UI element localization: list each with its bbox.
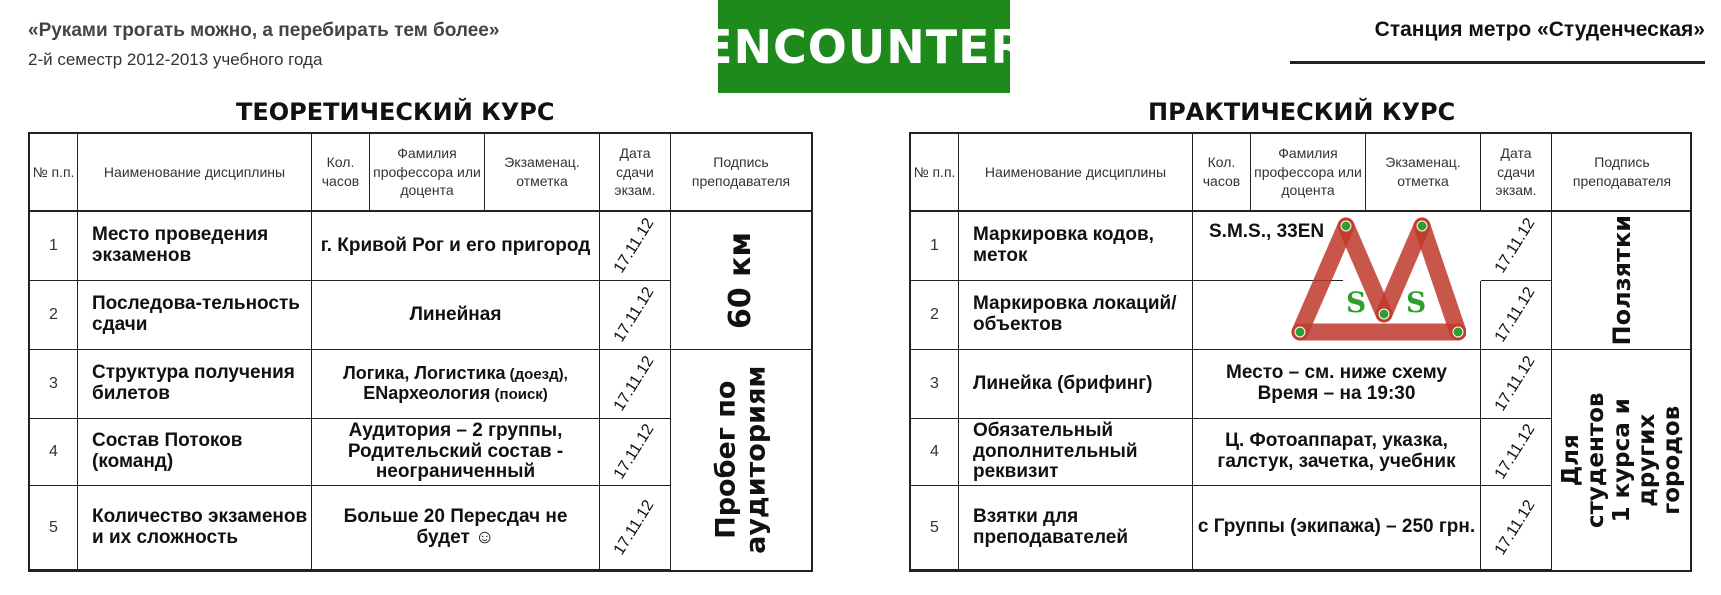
- column-header: Дата сдачи экзам.: [1481, 134, 1552, 212]
- signature-top-text: 60 км: [723, 231, 759, 330]
- exam-date-text: 17.11.12: [611, 353, 658, 415]
- exam-date: [600, 486, 671, 570]
- signature-bottom: [1552, 350, 1692, 570]
- row-number: 4: [911, 419, 959, 486]
- column-header: Наименование дисциплины: [78, 134, 312, 212]
- exam-date: [1481, 350, 1552, 419]
- column-header: Подпись преподавателя: [1552, 134, 1692, 212]
- discipline-value: Ц. Фотоаппарат, указка, галстук, зачетка, учебник: [1193, 419, 1481, 486]
- value-part: Логика, Логистика: [343, 363, 506, 384]
- row-number: 4: [30, 419, 78, 486]
- exam-date-text: 17.11.12: [1492, 284, 1539, 346]
- discipline-name: Состав Потоков (команд): [78, 419, 312, 486]
- discipline-value: с Группы (экипажа) – 250 грн.: [1193, 486, 1481, 570]
- row-number: 3: [911, 350, 959, 419]
- exam-date: [600, 212, 671, 281]
- column-header: Наименование дисциплины: [959, 134, 1193, 212]
- discipline-name: Место проведения экзаменов: [78, 212, 312, 281]
- discipline-value: Место – см. ниже схему Время – на 19:30: [1193, 350, 1481, 419]
- ms-letter: S: [1346, 286, 1367, 319]
- station-title: Станция метро «Студенческая»: [1374, 18, 1705, 41]
- discipline-value: [312, 350, 600, 419]
- row-number: 5: [30, 486, 78, 570]
- discipline-name: Количество экзаменов и их сложность: [78, 486, 312, 570]
- column-header: Экзаменац. отметка: [485, 134, 600, 212]
- exam-date: [600, 281, 671, 350]
- exam-date-text: 17.11.12: [611, 284, 658, 346]
- exam-date: [1481, 212, 1552, 281]
- ms-logo-icon: [1286, 214, 1466, 342]
- signature-top: [671, 212, 811, 350]
- encounter-logo: ENCOUNTER: [718, 0, 1010, 93]
- exam-date: [1481, 419, 1552, 486]
- exam-date-text: 17.11.12: [1492, 353, 1539, 415]
- row-number: 1: [30, 212, 78, 281]
- discipline-value: Больше 20 Пересдач не будет ☺: [312, 486, 600, 570]
- column-header: № п.п.: [911, 134, 959, 212]
- signature-top-text: Ползятки: [1607, 215, 1636, 346]
- exam-date-text: 17.11.12: [611, 496, 658, 558]
- exam-date: [1481, 486, 1552, 570]
- row-number: 3: [30, 350, 78, 419]
- discipline-name: Последова-тельность сдачи: [78, 281, 312, 350]
- discipline-value: г. Кривой Рог и его пригород: [312, 212, 600, 281]
- divider: [1290, 61, 1705, 64]
- theory-table: [28, 132, 813, 572]
- discipline-name: Взятки для преподавателей: [959, 486, 1193, 570]
- column-header: Кол. часов: [1193, 134, 1251, 212]
- row-number: 1: [911, 212, 959, 281]
- exam-date-text: 17.11.12: [1492, 496, 1539, 558]
- signature-bottom-text: Для студентов 1 курса и других городов: [1557, 392, 1685, 528]
- column-header: Экзаменац. отметка: [1366, 134, 1481, 212]
- row-number: 2: [30, 281, 78, 350]
- exam-date: [600, 419, 671, 486]
- column-header: Кол. часов: [312, 134, 370, 212]
- column-header: № п.п.: [30, 134, 78, 212]
- discipline-value: Линейная: [312, 281, 600, 350]
- value-part: (доезд),: [505, 366, 568, 384]
- theory-title: ТЕОРЕТИЧЕСКИЙ КУРС: [236, 98, 555, 126]
- signature-bottom-text: Пробег по аудиториям: [710, 365, 771, 555]
- column-header: Фамилия профессора или доцента: [1251, 134, 1366, 212]
- value-part: (поиск): [490, 386, 548, 403]
- exam-date: [600, 350, 671, 419]
- row-number: 2: [911, 281, 959, 350]
- value-part: ENархеология: [363, 383, 491, 403]
- motto: «Руками трогать можно, а перебирать тем более»: [28, 20, 500, 41]
- signature-bottom: [671, 350, 811, 570]
- practice-title: ПРАКТИЧЕСКИЙ КУРС: [1148, 98, 1456, 126]
- practice-table: [909, 132, 1692, 572]
- discipline-name: Линейка (брифинг): [959, 350, 1193, 419]
- exam-date-text: 17.11.12: [611, 215, 658, 277]
- column-header: Подпись преподавателя: [671, 134, 811, 212]
- exam-date: [1481, 281, 1552, 350]
- discipline-name: Обязательный дополнительный реквизит: [959, 419, 1193, 486]
- discipline-value: Аудитория – 2 группы, Родительский состав - неограниченный: [312, 419, 600, 486]
- column-header: Фамилия профессора или доцента: [370, 134, 485, 212]
- exam-date-text: 17.11.12: [1492, 215, 1539, 277]
- discipline-name: Маркировка кодов, меток: [959, 212, 1193, 281]
- semester: 2-й семестр 2012-2013 учебного года: [28, 50, 323, 69]
- ms-letter: S: [1406, 286, 1427, 319]
- exam-date-text: 17.11.12: [1492, 421, 1539, 483]
- exam-date-text: 17.11.12: [611, 421, 658, 483]
- row-number: 5: [911, 486, 959, 570]
- discipline-name: Структура получения билетов: [78, 350, 312, 419]
- column-header: Дата сдачи экзам.: [600, 134, 671, 212]
- discipline-value: S.M.S., 33EN: [1193, 212, 1343, 281]
- signature-top: [1552, 212, 1692, 350]
- discipline-name: Маркировка локаций/объектов: [959, 281, 1193, 350]
